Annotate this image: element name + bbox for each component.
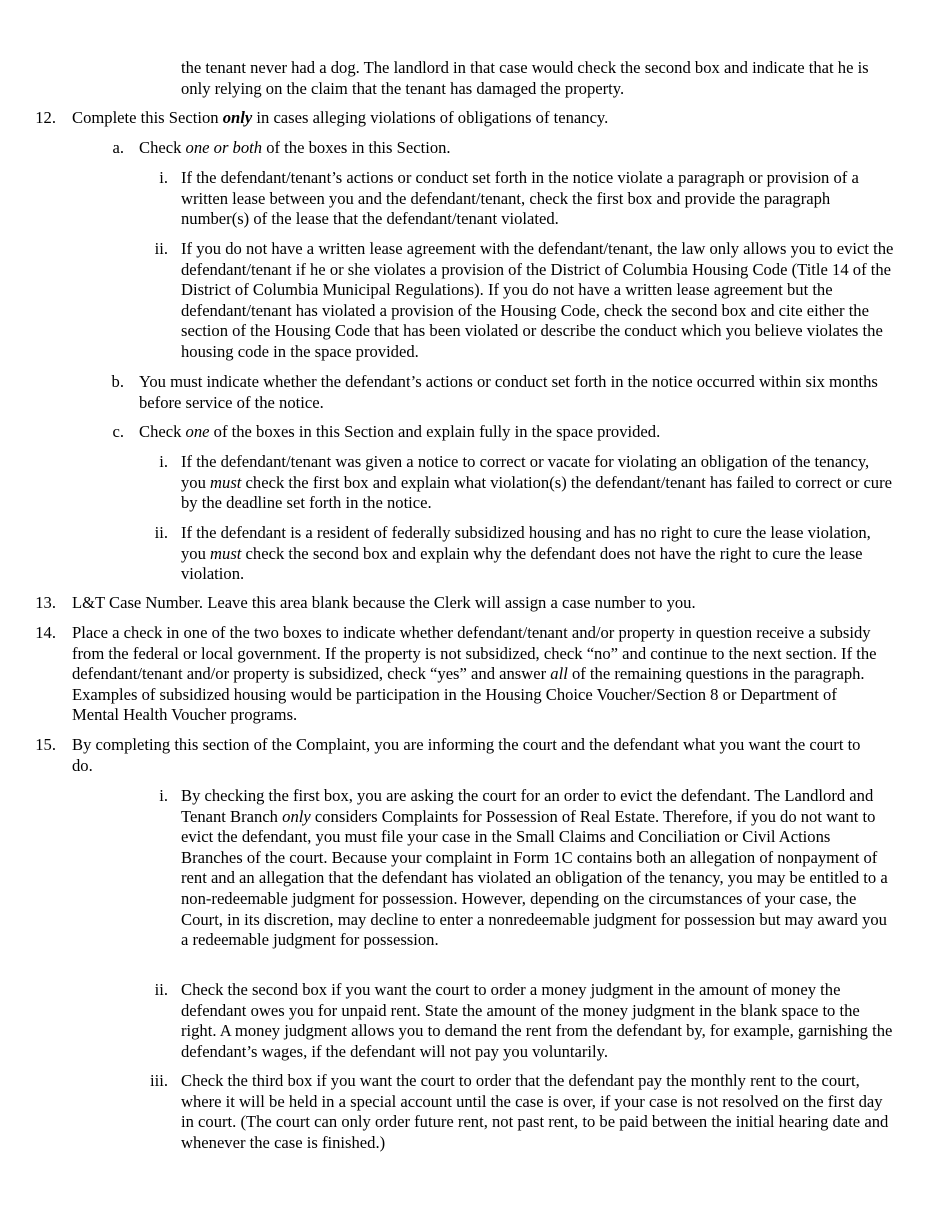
item-12a-ii-text: If you do not have a written lease agreement with the defendant/tenant, the law only allows you to evict the defendant/tenant if he or she violates a provision of the District of Columbia Housing Code (Title 14 of the District of Columbia Municipal Regulations). If you do not have a written lease agreement but the defendant/tenant has violated a provision of the Housing Code, check the second box and cite either the section of the Housing Code that has been violated or describe the conduct which you believe violates the housing code in the space provided.: [181, 239, 894, 361]
item-13-text: L&T Case Number. Leave this area blank because the Clerk will assign a case number to you.: [72, 593, 696, 612]
item-12b-text: You must indicate whether the defendant’s actions or conduct set forth in the notice occurred within six months before service of the notice.: [139, 372, 878, 412]
item-12c-i-label: i.: [159, 452, 168, 471]
item-12c-i-text: If the defendant/tenant was given a notice to correct or vacate for violating an obligation of the tenancy, you must check the first box and explain what violation(s) the defendant/tenant has failed to correct or cure by the deadline set forth in the notice.: [181, 452, 892, 513]
item-12c-text: Check one of the boxes in this Section and explain fully in the space provided.: [139, 422, 661, 441]
item-12c-ii-text: If the defendant is a resident of federally subsidized housing and has no right to cure the lease violation, you must check the second box and explain why the defendant does not have the right to cure the lease violation.: [181, 523, 871, 584]
item-12b-label: b.: [111, 372, 124, 391]
item-12-text: Complete this Section only in cases alleging violations of obligations of tenancy.: [72, 108, 609, 127]
item-12a-text: Check one or both of the boxes in this Section.: [139, 138, 451, 157]
item-15-text: By completing this section of the Complaint, you are informing the court and the defendant what you want the court to do.: [72, 735, 861, 775]
item-12a-label: a.: [112, 138, 124, 157]
item-15-ii-text: Check the second box if you want the court to order a money judgment in the amount of money the defendant owes you for unpaid rent. State the amount of the money judgment in the blank space to the right. A money judgment allows you to demand the rent from the defendant by, for example, garnishing the defendant’s wages, if the defendant will not pay you voluntarily.: [181, 980, 893, 1061]
item-12c-ii-label: ii.: [154, 523, 168, 542]
item-13-number: 13.: [35, 593, 56, 612]
item-12a-ii-label: ii.: [154, 239, 168, 258]
item-15-i-label: i.: [159, 786, 168, 805]
item-12a-i-text: If the defendant/tenant’s actions or conduct set forth in the notice violate a paragraph or provision of a written lease between you and the defendant/tenant, check the first box and provide the paragraph number(s) of the lease that the defendant/tenant violated.: [181, 168, 859, 229]
item-12c-label: c.: [112, 422, 124, 441]
item-14-number: 14.: [35, 623, 56, 642]
item-15-iii-text: Check the third box if you want the court to order that the defendant pay the monthly rent to the court, where it will be held in a special account until the case is over, if your case is not resolved on the first day in court. (The court can only order future rent, not past rent, to be paid between the initial hearing date and whenever the case is finished.): [181, 1071, 889, 1152]
item-14-text: Place a check in one of the two boxes to indicate whether defendant/tenant and/or property in question receive a subsidy from the federal or local government. If the property is not subsidized, check “no” and continue to the next section. If the defendant/tenant and/or property is subsidized, check “yes” and answer all of the remaining questions in the paragraph. Examples of subsidized housing would be participation in the Housing Choice Voucher/Section 8 or Department of Mental Health Voucher programs.: [72, 623, 877, 725]
item-12-number: 12.: [35, 108, 56, 127]
item-15-iii-label: iii.: [150, 1071, 168, 1090]
item-15-number: 15.: [35, 735, 56, 754]
item-15-i-text: By checking the first box, you are asking the court for an order to evict the defendant. The Landlord and Tenant Branch only considers Complaints for Possession of Real Estate. Therefore, if you do not want to evict the defendant, you must file your case in the Small Claims and Conciliation or Civil Actions Branches of the court. Because your complaint in Form 1C contains both an allegation of nonpayment of rent and an allegation that the defendant has violated an obligation of the tenancy, you may be entitled to a non-redeemable judgment for possession. However, depending on the circumstances of your case, the Court, in its discretion, may decline to enter a nonredeemable judgment for possession but may award you a redeemable judgment for possession.: [181, 786, 888, 950]
item-12a-i-label: i.: [159, 168, 168, 187]
continuation-paragraph: the tenant never had a dog. The landlord in that case would check the second box and indicate that he is only relying on the claim that the tenant has damaged the property.: [181, 58, 869, 98]
item-15-ii-label: ii.: [154, 980, 168, 999]
